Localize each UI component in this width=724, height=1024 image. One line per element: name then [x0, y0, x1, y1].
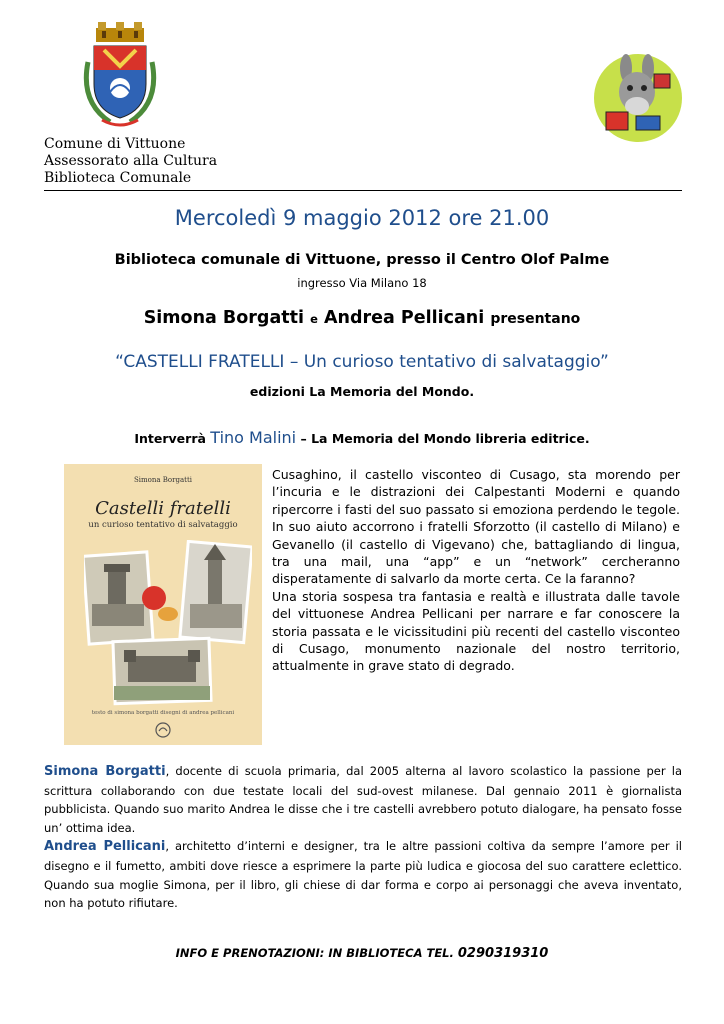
bio-andrea [44, 837, 682, 912]
bio-text-andrea: , architetto d’interni e designer, tra le altre passioni coltiva da sempre l’amore per il disegno e il fumetto, ambiti dove riesce a esprimere la parte più ludica e giocosa del suo carattere eclettico. Quando sua moglie Simona, per il libro, gli chiese di dar forma e corpo ai personaggi che aveva inventato, non ha potuto rifiutare. [44, 839, 682, 911]
book-title: “CASTELLI FRATELLI – Un curioso tentativo di salvataggio” [115, 352, 609, 372]
book-edition: edizioni La Memoria del Mondo. [249, 384, 475, 399]
presenters-line [0, 308, 724, 328]
municipal-crest-icon [80, 22, 160, 130]
book-cover [64, 464, 262, 745]
header-department: Assessorato alla Cultura [44, 153, 218, 169]
presenter-1: Simona Borgatti [143, 308, 304, 328]
publisher-logo-icon [155, 722, 171, 738]
bio-name-simona: Simona Borgatti [44, 764, 166, 779]
cover-author: Simona Borgatti [133, 476, 193, 484]
book-description [272, 466, 680, 675]
event-date: Mercoledì 9 maggio 2012 ore 21.00 [174, 206, 550, 230]
castles-illustration [84, 540, 252, 708]
presenting-label: presentano [490, 311, 581, 327]
cover-subtitle: un curioso tentativo di salvataggio [88, 520, 238, 530]
info-line [0, 946, 724, 961]
guest-line [0, 428, 724, 447]
header-municipality: Comune di Vittuone [44, 136, 186, 152]
description-paragraph-2: Una storia sospesa tra fantasia e realtà e illustrata dalle tavole del vittuonese Andrea Pellicani per narrare e far conoscere la storia passata e le vicissitudini più recenti del castello visconteo di Cusago, monumento nazionale del nostro territorio, attualmente in grave stato di degrado. [272, 588, 680, 674]
cover-footer: testo di simona borgatti disegni di andrea pellicani [91, 710, 235, 716]
header-library: Biblioteca Comunale [44, 170, 192, 186]
author-bios [44, 762, 682, 913]
bio-name-andrea: Andrea Pellicani [44, 839, 166, 855]
bio-text-simona: , docente di scuola primaria, dal 2005 alterna al lavoro scolastico la passione per la scrittura collaborando con due testate locali del sud-ovest milanese. Dal gennaio 2011 è giornalista pubblicista. Quando suo marito Andrea le disse che i tre castelli avrebbero potuto dialogare, ha pensato fosse un’ ottima idea. [44, 764, 682, 835]
event-address: ingresso Via Milano 18 [297, 276, 427, 290]
bio-simona [44, 762, 682, 837]
presenter-2: Andrea Pellicani [323, 308, 485, 328]
phone-number: 0290319310 [457, 946, 549, 961]
info-label: INFO E PRENOTAZIONI: IN BIBLIOTECA TEL. [175, 946, 454, 960]
donkey-mascot-icon [592, 52, 684, 144]
guest-name: Tino Malini [210, 428, 297, 447]
guest-prefix: Interverrà [134, 431, 206, 446]
event-venue: Biblioteca comunale di Vittuone, presso il Centro Olof Palme [114, 252, 610, 268]
header-divider [44, 190, 682, 191]
conjunction: e [310, 312, 318, 326]
description-paragraph-1: Cusaghino, il castello visconteo di Cusago, sta morendo per l’incuria e le distrazioni dei Calpestanti Moderni e quando ripercorre i fasti del suo passato si emoziona perdendo le tegole. In suo aiuto accorrono i fratelli Sforzotto (il castello di Milano) e Gevanello (il castello di Vigevano) che, battagliando di lingua, tra una mail, una “app” e un “network” cercheranno disperatamente di salvarlo da morte certa. Ce la faranno? [272, 467, 680, 587]
guest-suffix: – La Memoria del Mondo libreria editrice. [300, 431, 590, 446]
cover-title: Castelli fratelli [95, 498, 231, 519]
